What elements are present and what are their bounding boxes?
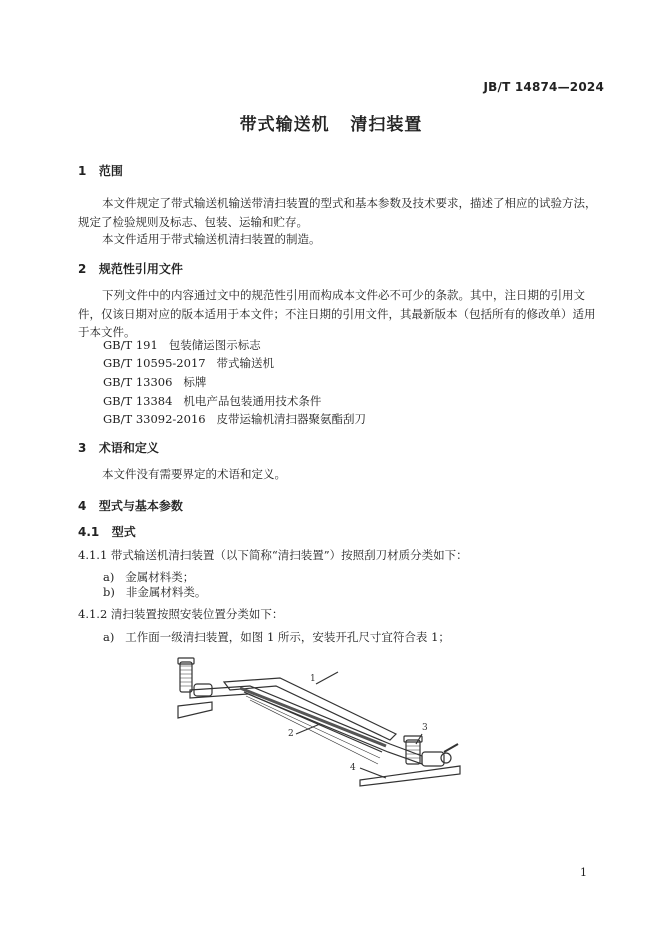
section-2-intro: 下列文件中的内容通过文中的规范性引用而构成本文件必不可少的条款。其中，注日期的引用文件，仅该日期对应的版本适用于本文件；不注日期的引用文件，其最新版本（包括所有的修改单）适用于本文件。	[78, 288, 596, 339]
figure-label-2: 2	[288, 729, 294, 739]
clause-4-1-1: 4.1.1 带式输送机清扫装置（以下简称“清扫装置”）按照刮刀材质分类如下：	[78, 548, 468, 562]
section-3-text: 本文件没有需要界定的术语和定义。	[102, 467, 286, 481]
section-2-heading: 2 规范性引用文件	[78, 262, 183, 276]
belt-cleaner-figure	[160, 648, 480, 798]
reference-2: GB/T 10595-2017 带式输送机	[103, 356, 275, 370]
figure-label-4: 4	[350, 763, 356, 773]
reference-3: GB/T 13306 标牌	[103, 375, 207, 389]
page-number: 1	[580, 866, 587, 879]
figure-label-3: 3	[422, 723, 428, 733]
standard-code: JB/T 14874—2024	[483, 80, 604, 94]
section-1-paragraph-1: 本文件规定了带式输送机输送带清扫装置的型式和基本参数及技术要求，描述了相应的试验方法，规定了检验规则及标志、包装、运输和贮存。	[78, 196, 597, 229]
section-4-heading: 4 型式与基本参数	[78, 499, 183, 513]
reference-5: GB/T 33092-2016 皮带运输机清扫器聚氨酯刮刀	[103, 412, 367, 426]
section-1-heading: 1 范围	[78, 164, 123, 178]
clause-4-1-1-item-a: a) 金属材料类；	[103, 570, 195, 584]
section-3-heading: 3 术语和定义	[78, 441, 159, 455]
document-title: 带式输送机 清扫装置	[239, 115, 423, 135]
section-1-paragraph-2: 本文件适用于带式输送机清扫装置的制造。	[102, 232, 321, 246]
figure-label-1: 1	[310, 674, 316, 684]
clause-4-1-1-item-b: b) 非金属材料类。	[103, 585, 207, 599]
clause-4-1-2: 4.1.2 清扫装置按照安装位置分类如下：	[78, 607, 284, 621]
clause-4-1-heading: 4.1 型式	[78, 525, 136, 539]
reference-1: GB/T 191 包装储运图示标志	[103, 338, 261, 352]
reference-4: GB/T 13384 机电产品包装通用技术条件	[103, 394, 322, 408]
clause-4-1-2-item-a: a) 工作面一级清扫装置，如图 1 所示，安装开孔尺寸宜符合表 1；	[103, 630, 450, 644]
